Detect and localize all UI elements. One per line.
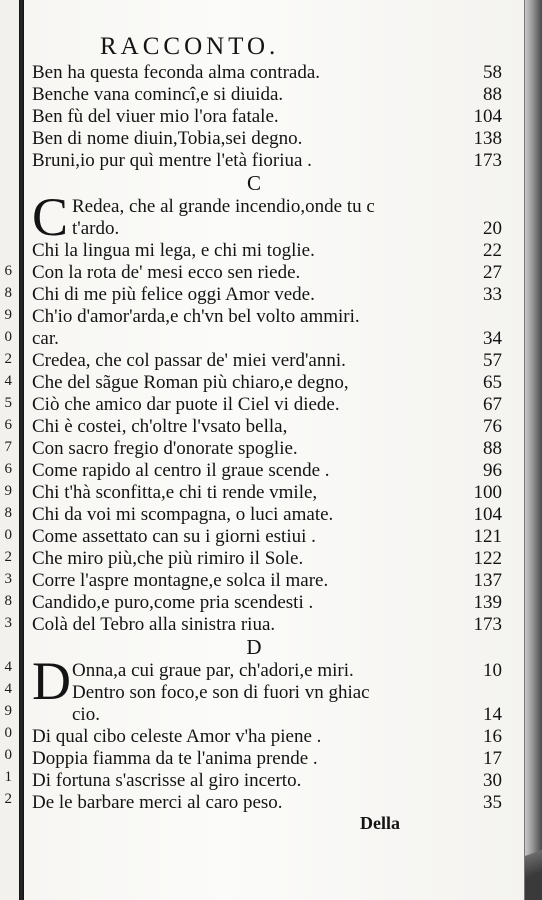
index-entry <box>32 570 502 592</box>
index-page <box>24 0 525 900</box>
index-entry <box>32 394 502 416</box>
left-page-numbers <box>0 0 14 900</box>
left-page-number: 0 <box>4 527 12 543</box>
index-entry <box>32 726 502 748</box>
entry-page-number: 122 <box>473 548 502 569</box>
dropcap-d: D <box>32 651 71 711</box>
left-page-number: 8 <box>4 285 12 301</box>
entry-page-number: 139 <box>473 592 502 613</box>
left-page-number: 0 <box>4 747 12 763</box>
entry-text: Che miro più,che più rimiro il Sole. <box>32 548 304 569</box>
index-entry: Bruni,io pur quì mentre l'età fioriua . 173 <box>32 150 502 171</box>
entry-text: Con la rota de' mesi ecco sen riede. <box>32 262 301 283</box>
index-entry <box>32 614 502 636</box>
left-page-number: 2 <box>4 549 12 565</box>
left-page-number: 4 <box>4 373 12 389</box>
index-entry <box>32 482 502 504</box>
index-entry: Ben fù del viuer mio l'ora fatale. 104 <box>32 106 502 127</box>
left-page-number: 4 <box>4 659 12 675</box>
page-header: RACCONTO. <box>100 33 280 60</box>
left-page-number: 6 <box>4 461 12 477</box>
index-entry <box>32 372 502 394</box>
entry-page-number: 57 <box>483 350 502 371</box>
entry-text: Colà del Tebro alla sinistra riua. <box>32 614 276 635</box>
index-entry <box>32 262 502 284</box>
entry-text: Chi t'hà sconfitta,e chi ti rende vmile, <box>32 482 318 503</box>
index-entry: Ben ha questa feconda alma contrada. 58 <box>32 62 502 83</box>
entry-text: Candido,e puro,come pria scendesti . <box>32 592 314 613</box>
index-entry <box>32 792 502 814</box>
entry-text: Ciò che amico dar puote il Ciel vi diede. <box>32 394 340 415</box>
index-entry <box>32 460 502 482</box>
index-entry: cio. 14 <box>72 704 502 725</box>
index-entry <box>32 240 502 262</box>
index-entry: Onna,a cui graue par, ch'adori,e miri. 10 <box>72 660 502 681</box>
entry-text: Chi la lingua mi lega, e chi mi toglie. <box>32 240 315 261</box>
entry-page-number: 33 <box>483 284 502 305</box>
entry-text: Chi di me più felice oggi Amor vede. <box>32 284 315 305</box>
index-entry <box>32 438 502 460</box>
left-page-number: 3 <box>4 571 12 587</box>
index-entry <box>32 504 502 526</box>
entry-page-number: 35 <box>483 792 502 813</box>
entry-page-number: 65 <box>483 372 502 393</box>
entry-page-number: 121 <box>473 526 502 547</box>
index-entry <box>32 548 502 570</box>
entry-text: Ch'io d'amor'arda,e ch'vn bel volto ammiri. <box>32 306 360 327</box>
entry-page-number: 67 <box>483 394 502 415</box>
entry-page-number: 104 <box>473 504 502 525</box>
left-page-number: 0 <box>4 725 12 741</box>
index-entry <box>32 526 502 548</box>
index-entry: Benche vana comincî,e si diuida. 88 <box>32 84 502 105</box>
left-page-number: 7 <box>4 439 12 455</box>
index-entry <box>32 328 502 350</box>
entry-page-number: 96 <box>483 460 502 481</box>
entry-text: Doppia fiamma da te l'anima prende . <box>32 748 318 769</box>
entry-text: Chi è costei, ch'oltre l'vsato bella, <box>32 416 288 437</box>
index-entry <box>32 592 502 614</box>
section-letter-c: C <box>246 171 261 195</box>
left-page-number: 6 <box>4 417 12 433</box>
index-entry: Ben di nome diuin,Tobia,sei degno. 138 <box>32 128 502 149</box>
entry-page-number: 34 <box>483 328 502 349</box>
left-page-number: 9 <box>4 307 12 323</box>
left-page-number: 2 <box>4 351 12 367</box>
left-page-number: 2 <box>4 791 12 807</box>
left-page-number: 9 <box>4 703 12 719</box>
entry-text: Come assettato can su i giorni estiui . <box>32 526 316 547</box>
left-page-fragment <box>0 0 20 900</box>
entry-text: De le barbare merci al caro peso. <box>32 792 283 813</box>
left-page-number: 5 <box>4 395 12 411</box>
entry-page-number: 17 <box>483 748 502 769</box>
index-entry <box>32 416 502 438</box>
left-page-number: 8 <box>4 593 12 609</box>
entry-text: Con sacro fregio d'onorate spoglie. <box>32 438 298 459</box>
index-entry: Dentro son foco,e son di fuori vn ghiac <box>72 682 370 703</box>
page-edge <box>524 0 542 900</box>
entry-page-number: 22 <box>483 240 502 261</box>
entry-text: Come rapido al centro il graue scende . <box>32 460 330 481</box>
left-page-number: 3 <box>4 615 12 631</box>
entry-page-number: 88 <box>483 438 502 459</box>
entry-page-number: 173 <box>473 614 502 635</box>
entry-text: Corre l'aspre montagne,e solca il mare. <box>32 570 329 591</box>
catchword: Della <box>360 813 400 833</box>
entry-page-number: 100 <box>473 482 502 503</box>
entry-text: Di fortuna s'ascrisse al giro incerto. <box>32 770 302 791</box>
entry-page-number: 30 <box>483 770 502 791</box>
index-entry <box>32 306 502 328</box>
left-page-number: 1 <box>4 769 12 785</box>
entry-page-number: 27 <box>483 262 502 283</box>
index-entry <box>32 350 502 372</box>
index-entry: t'ardo. 20 <box>72 218 502 239</box>
index-entry <box>32 748 502 770</box>
left-page-number: 6 <box>4 263 12 279</box>
left-page-number: 9 <box>4 483 12 499</box>
entry-text: Chi da voi mi scompagna, o luci amate. <box>32 504 334 525</box>
entry-text: Che del sãgue Roman più chiaro,e degno, <box>32 372 349 393</box>
section-letter-d: D <box>246 635 262 659</box>
entry-page-number: 76 <box>483 416 502 437</box>
entry-text: Credea, che col passar de' miei verd'anni. <box>32 350 346 371</box>
index-entry <box>32 284 502 306</box>
index-entry <box>32 770 502 792</box>
entry-page-number: 137 <box>473 570 502 591</box>
entry-text: Di qual cibo celeste Amor v'ha piene . <box>32 726 322 747</box>
index-entry: Redea, che al grande incendio,onde tu c <box>72 196 375 217</box>
left-page-number: 0 <box>4 329 12 345</box>
dropcap-c: C <box>32 187 69 247</box>
entry-text: car. <box>32 328 59 349</box>
entry-page-number: 16 <box>483 726 502 747</box>
left-page-number: 8 <box>4 505 12 521</box>
left-page-number: 4 <box>4 681 12 697</box>
